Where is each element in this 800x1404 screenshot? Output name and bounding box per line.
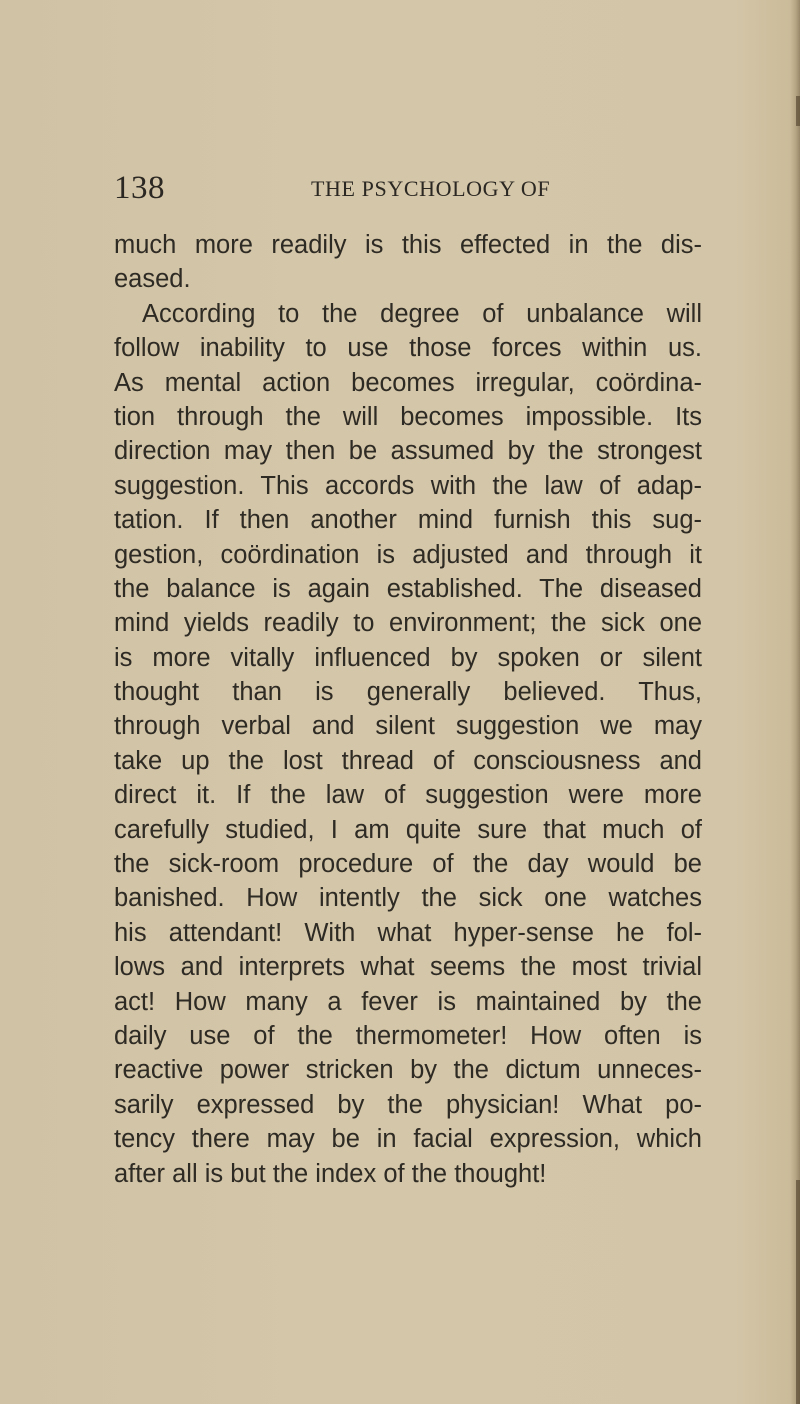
running-head-title: THE PSYCHOLOGY OF — [311, 176, 551, 201]
text-line: the balance is again established. The diseased — [114, 574, 702, 603]
body-text — [114, 228, 702, 1191]
text-line: reactive power stricken by the dictum unneces- — [114, 1056, 702, 1085]
text-line: suggestion. This accords with the law of adap- — [114, 471, 702, 500]
text-line: sarily expressed by the physician! What po- — [114, 1090, 702, 1119]
text-line: the sick-room procedure of the day would be — [114, 850, 702, 879]
text-line: According to the degree of unbalance will — [142, 299, 702, 328]
text-line: As mental action becomes irregular, coördina- — [114, 368, 702, 397]
text-line: carefully studied, I am quite sure that much of — [114, 815, 702, 844]
text-line: gestion, coördination is adjusted and through it — [114, 540, 702, 569]
text-line: direct it. If the law of suggestion were more — [114, 781, 702, 810]
text-line: banished. How intently the sick one watches — [114, 884, 702, 913]
text-line: tion through the will becomes impossible. Its — [114, 402, 702, 431]
text-line: tency there may be in facial expression, which — [114, 1125, 702, 1154]
text-line: thought than is generally believed. Thus, — [114, 678, 702, 707]
text-line: take up the lost thread of consciousness and — [114, 746, 702, 775]
text-line: lows and interprets what seems the most trivial — [114, 953, 702, 982]
text-line: is more vitally influenced by spoken or silent — [114, 643, 702, 672]
text-line: follow inability to use those forces within us. — [114, 334, 702, 363]
text-line: eased. — [114, 265, 191, 294]
text-line: after all is but the index of the thought! — [114, 1159, 547, 1188]
text-line: act! How many a fever is maintained by the — [114, 987, 702, 1016]
edge-mark — [796, 96, 800, 126]
running-head — [114, 168, 714, 208]
text-line: through verbal and silent suggestion we may — [114, 712, 702, 741]
text-line: daily use of the thermometer! How often is — [114, 1021, 702, 1050]
text-line: direction may then be assumed by the strongest — [114, 437, 702, 466]
text-line: his attendant! With what hyper-sense he fol- — [114, 918, 702, 947]
text-line: mind yields readily to environment; the sick one — [114, 609, 702, 638]
text-line: much more readily is this effected in the dis- — [114, 231, 702, 259]
edge-mark — [796, 1180, 800, 1404]
text-line: tation. If then another mind furnish this sug- — [114, 506, 702, 535]
page-number: 138 — [114, 170, 165, 206]
